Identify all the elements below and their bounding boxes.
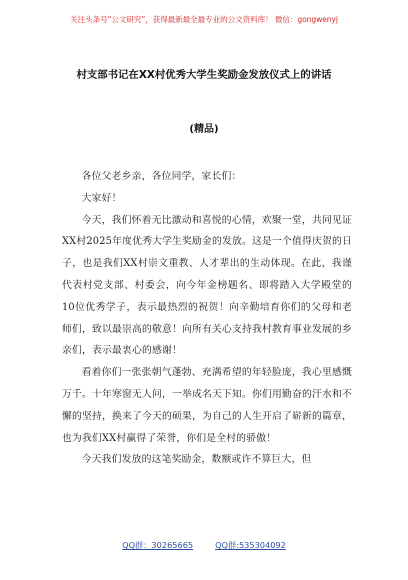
document-title: 村支部书记在XX村优秀大学生奖励金发放仪式上的讲话	[76, 69, 332, 81]
body-paragraph: 看着你们一张张朝气蓬勃、充满希望的年轻脸庞，我心里感慨万千。十年寒窗无人问，一举成名天下知。你们用勤奋的汗水和不懈的坚持，换来了今天的硕果，为自己的人生开启了崭新的篇章，也为我们XX村赢得了荣誉，你们是全村的骄傲！	[62, 367, 352, 444]
qq-group-link-1[interactable]: QQ群：30265665	[122, 540, 194, 550]
header-notice: 关注头条号“公文研究”，获得最新最全最专业的公文资料库！ 微信：gongwenyj	[70, 15, 338, 24]
body-paragraph: 今天，我们怀着无比激动和喜悦的心情，欢聚一堂，共同见证XX村2025年度优秀大学生奖励金的发放。这是一个值得庆贺的日子，也是我们XX村崇文重教、人才辈出的生动体现。在此，我谨代表村党支部、村委会，向今年金榜题名、即将踏入大学殿堂的10位优秀学子，表示最热烈的祝贺！向辛勤培育你们的父母和老师们，致以最崇高的敬意！向所有关心支持我村教育事业发展的乡亲们，表示最衷心的感谢！	[62, 214, 353, 357]
footer	[0, 539, 408, 551]
document-body	[62, 166, 352, 471]
document-tag: (精品)	[189, 124, 219, 135]
greeting: 大家好！	[81, 192, 122, 204]
body-paragraph: 今天我们发放的这笔奖励金，数额或许不算巨大，但	[81, 454, 312, 466]
qq-group-link-2[interactable]: QQ群:535304092	[215, 540, 286, 550]
salutation: 各位父老乡亲，各位同学，家长们：	[81, 171, 242, 182]
